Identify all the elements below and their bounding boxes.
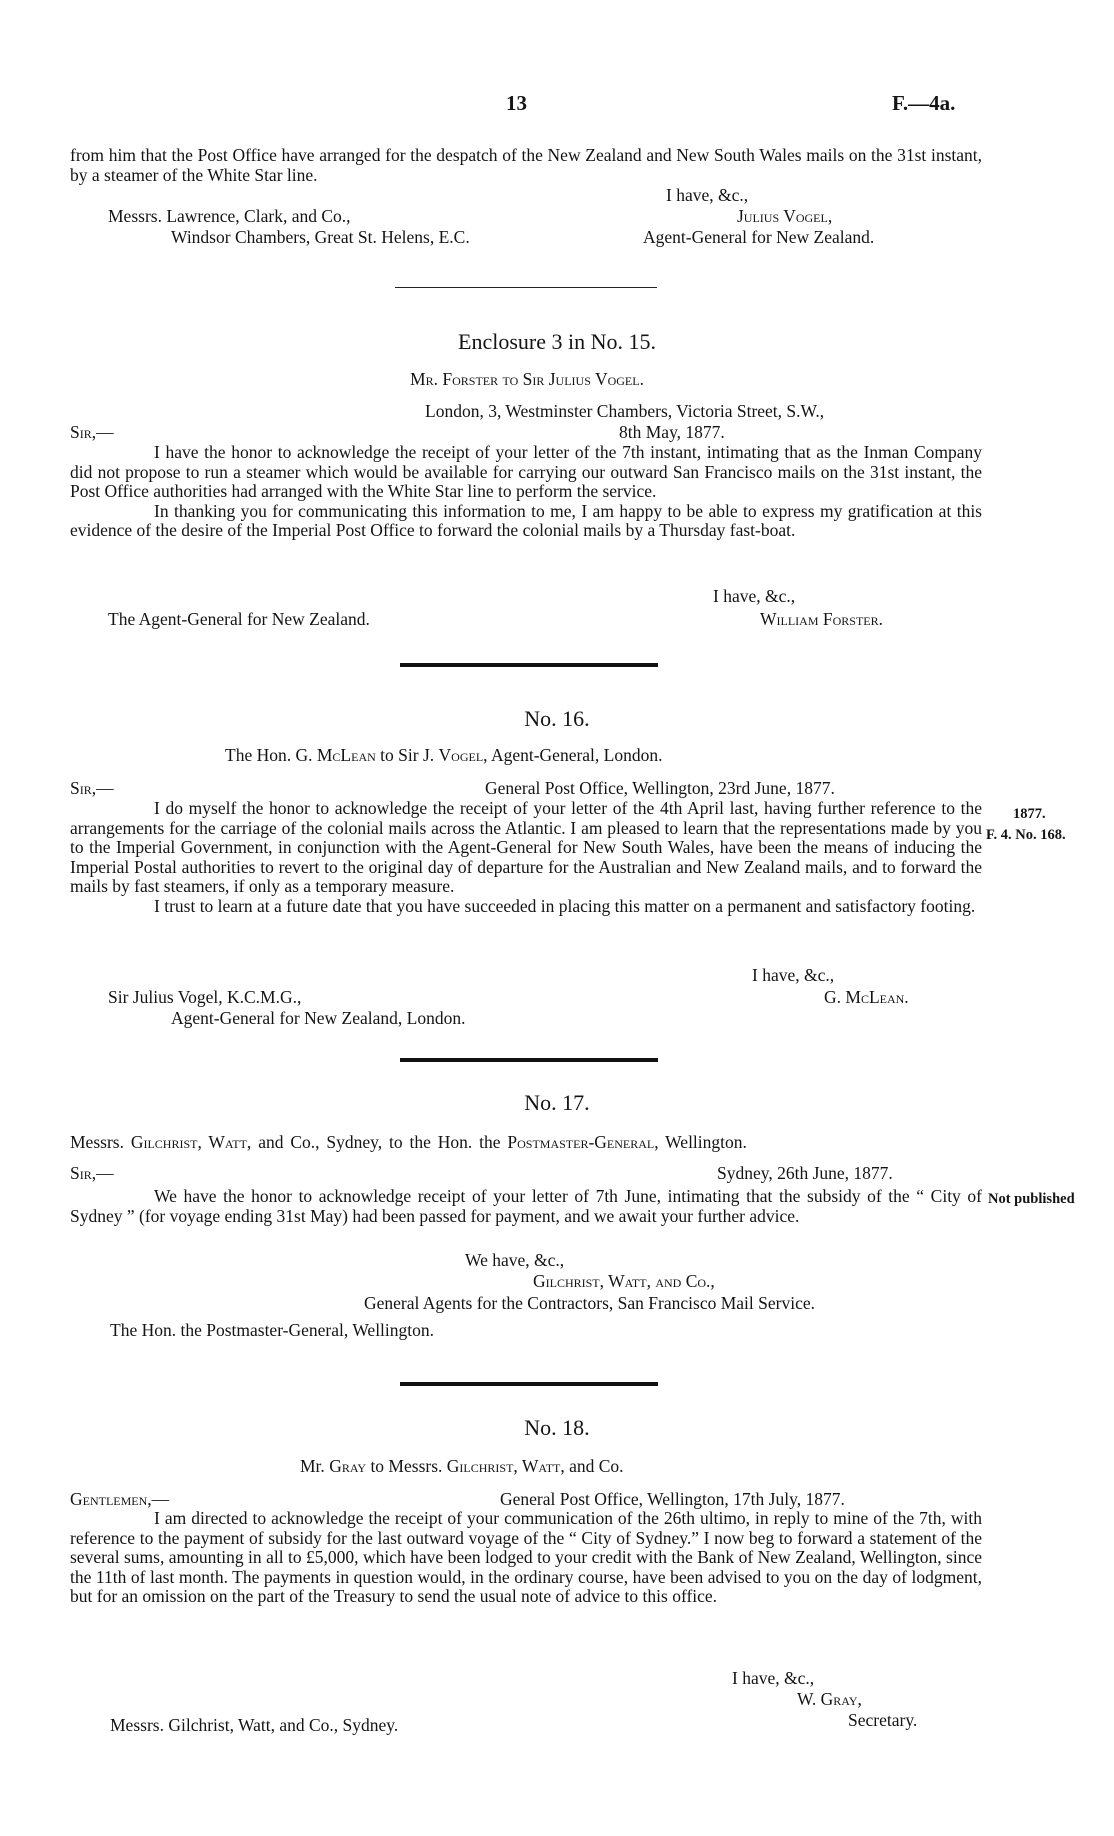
enclosure-paragraph-1: I have the honor to acknowledge the receipt of your letter of the 7th instant, intimating that as the Inman Company did not propose to run a steamer which would be available for carrying our outward San Francisco mails on the 31st instant, the Post Office authorities had arranged with the White Star line to perform the service.	[70, 442, 982, 501]
no18-title: No. 18.	[524, 1415, 590, 1440]
section-divider	[395, 287, 657, 288]
no16-body	[70, 799, 982, 916]
page-number: 13	[506, 91, 527, 115]
no16-salutation: Sir,—	[70, 778, 114, 798]
no17-subtitle: Messrs. Gilchrist, Watt, and Co., Sydney, to the Hon. the Postmaster-General, Wellington.	[70, 1132, 747, 1152]
top-addressee-line2: Windsor Chambers, Great St. Helens, E.C.	[171, 227, 470, 247]
no16-address: General Post Office, Wellington, 23rd June, 1877.	[485, 778, 835, 798]
section-divider	[400, 1058, 658, 1062]
enclosure-closing: I have, &c.,	[713, 586, 796, 606]
no18-signature: W. Gray,	[797, 1689, 862, 1709]
enclosure-subtitle: Mr. Forster to Sir Julius Vogel.	[410, 369, 644, 389]
no17-margin-note: Not published	[988, 1191, 1075, 1207]
top-closing: I have, &c.,	[666, 185, 749, 205]
enclosure-signature: William Forster.	[760, 609, 883, 629]
no17-closing: We have, &c.,	[465, 1250, 565, 1270]
continuation-paragraph	[70, 146, 982, 185]
no16-margin-year: 1877.	[1013, 806, 1046, 822]
enclosure-date: 8th May, 1877.	[619, 422, 725, 442]
no18-subtitle: Mr. Gray to Messrs. Gilchrist, Watt, and Co.	[300, 1456, 624, 1476]
enclosure-paragraph-2: In thanking you for communicating this information to me, I am happy to be able to express my gratification at this evidence of the desire of the Imperial Post Office to forward the colonial mails by a Thursday fast-boat.	[70, 500, 982, 540]
no18-body	[70, 1509, 982, 1607]
document-reference: F.—4a.	[892, 91, 956, 115]
no16-title: No. 16.	[524, 706, 590, 731]
enclosure-title: Enclosure 3 in No. 15.	[458, 329, 656, 354]
no16-closing: I have, &c.,	[752, 965, 835, 985]
enclosure-addressee: The Agent-General for New Zealand.	[108, 609, 370, 629]
top-addressee-line1: Messrs. Lawrence, Clark, and Co.,	[108, 206, 351, 226]
continuation-text: from him that the Post Office have arranged for the despatch of the New Zealand and New South Wales mails on the 31st instant, by a steamer of the White Star line.	[70, 145, 982, 185]
enclosure-salutation: Sir,—	[70, 422, 114, 442]
no16-paragraph-1: I do myself the honor to acknowledge the receipt of your letter of the 4th April last, having further reference to the arrangements for the carriage of the colonial mails across the Atlantic. I am pleased to learn that the representations made by you to the Imperial Government, in conjunction with the Agent-General for New South Wales, have been the means of inducing the Imperial Postal authorities to revert to the original day of departure for the Australian and New Zealand mails, and to forward the mails by fast steamers, if only as a temporary measure.	[70, 798, 982, 896]
top-signature: Julius Vogel,	[737, 206, 833, 226]
no17-date: Sydney, 26th June, 1877.	[717, 1163, 893, 1183]
no18-address: General Post Office, Wellington, 17th July, 1877.	[500, 1489, 845, 1509]
no18-paragraph-1: I am directed to acknowledge the receipt of your communication of the 26th ultimo, in reply to mine of the 7th, with reference to the payment of subsidy for the last outward voyage of the “ City of Sydney.” I now beg to forward a statement of the several sums, amounting in all to £5,000, which have been lodged to your credit with the Bank of New Zealand, Wellington, since the 11th of last month. The payments in question would, in the ordinary course, have been advised to you on the day of lodgment, but for an omission on the part of the Treasury to send the usual note of advice to this office.	[70, 1508, 982, 1606]
no16-margin-reference: F. 4. No. 168.	[986, 827, 1066, 843]
no17-paragraph-1: We have the honor to acknowledge receipt of your letter of 7th June, intimating that the subsidy of the “ City of Sydney ” (for voyage ending 31st May) had been passed for payment, and we await your further advice.	[70, 1186, 982, 1226]
top-signature-title: Agent-General for New Zealand.	[643, 227, 875, 247]
no18-closing: I have, &c.,	[732, 1668, 815, 1688]
no17-body	[70, 1187, 982, 1226]
section-divider	[400, 663, 658, 667]
no17-signature-title: General Agents for the Contractors, San Francisco Mail Service.	[364, 1293, 815, 1313]
no16-addressee-line2: Agent-General for New Zealand, London.	[171, 1008, 466, 1028]
no16-signature: G. McLean.	[824, 987, 909, 1007]
no16-addressee-line1: Sir Julius Vogel, K.C.M.G.,	[108, 987, 302, 1007]
no16-paragraph-2: I trust to learn at a future date that you have succeeded in placing this matter on a permanent and satisfactory footing.	[154, 895, 976, 916]
no18-addressee: Messrs. Gilchrist, Watt, and Co., Sydney.	[110, 1715, 399, 1735]
enclosure-address: London, 3, Westminster Chambers, Victoria Street, S.W.,	[425, 401, 825, 421]
section-divider	[400, 1382, 658, 1386]
enclosure-body	[70, 443, 982, 541]
no18-signature-title: Secretary.	[848, 1710, 918, 1730]
no17-title: No. 17.	[524, 1090, 590, 1115]
no18-salutation: Gentlemen,—	[70, 1489, 170, 1509]
no17-signature: Gilchrist, Watt, and Co.,	[533, 1271, 715, 1291]
no16-subtitle: The Hon. G. McLean to Sir J. Vogel, Agent-General, London.	[225, 745, 663, 765]
no17-addressee: The Hon. the Postmaster-General, Wellington.	[110, 1320, 435, 1340]
no17-salutation: Sir,—	[70, 1163, 114, 1183]
